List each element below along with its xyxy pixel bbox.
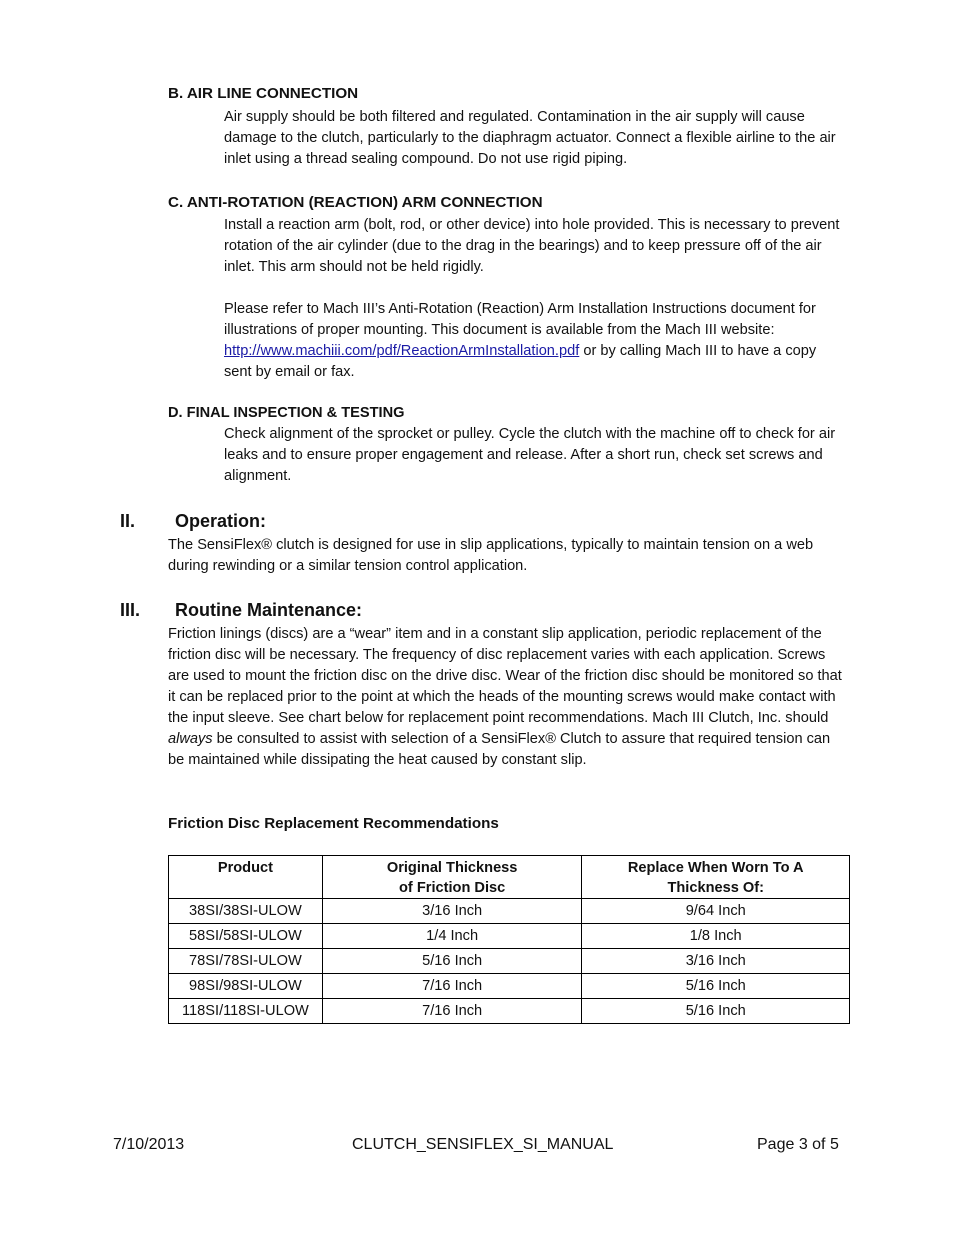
section-c-body-2-after: or by calling Mach III to have a copy sent by email or fax. xyxy=(224,343,817,380)
footer-document-id: CLUTCH_SENSIFLEX_SI_MANUAL xyxy=(352,1136,614,1153)
maintenance-section-title: Routine Maintenance: xyxy=(175,600,363,620)
section-d-heading: D. FINAL INSPECTION & TESTING xyxy=(168,405,405,421)
cell-product: 98SI/98SI-ULOW xyxy=(169,974,323,999)
maintenance-body-emphasis: always xyxy=(168,731,213,747)
footer-page-number: Page 3 of 5 xyxy=(757,1136,839,1153)
header-replace-line-2: Thickness Of: xyxy=(667,880,764,896)
cell-product: 38SI/38SI-ULOW xyxy=(169,899,323,924)
cell-replace-thickness: 5/16 Inch xyxy=(582,974,850,999)
cell-original-thickness: 5/16 Inch xyxy=(322,949,582,974)
table-row xyxy=(169,899,850,924)
table-row xyxy=(169,999,850,1024)
header-product-label: Product xyxy=(217,860,273,876)
operation-body: The SensiFlex® clutch is designed for use in slip applications, typically to maintain tension on a web during rewinding or a similar tension control application. xyxy=(168,537,814,574)
maintenance-body-after: be consulted to assist with selection of a SensiFlex® Clutch to assure that required tension can be maintained while dissipating the heat caused by constant slip. xyxy=(168,731,831,768)
table-row xyxy=(169,924,850,949)
cell-product: 58SI/58SI-ULOW xyxy=(169,924,323,949)
header-product xyxy=(169,856,323,899)
cell-replace-thickness: 1/8 Inch xyxy=(582,924,850,949)
cell-original-thickness: 7/16 Inch xyxy=(322,999,582,1024)
footer-date: 7/10/2013 xyxy=(113,1136,185,1153)
operation-section-number: II. xyxy=(120,511,136,531)
header-replace-thickness xyxy=(582,856,850,899)
section-c-body-1: Install a reaction arm (bolt, rod, or other device) into hole provided. This is necessary to prevent rotation of the air cylinder (due to the drag in the bearings) and to keep pressure off of the air inlet. This arm should not be held rigidly. xyxy=(224,217,840,275)
header-replace-line-1: Replace When Worn To A xyxy=(627,860,804,876)
section-b-heading: B. AIR LINE CONNECTION xyxy=(168,85,359,102)
cell-replace-thickness: 5/16 Inch xyxy=(582,999,850,1024)
operation-section-title: Operation: xyxy=(175,511,267,531)
cell-replace-thickness: 3/16 Inch xyxy=(582,949,850,974)
reaction-arm-pdf-link[interactable]: http://www.machiii.com/pdf/ReactionArmInstallation.pdf xyxy=(224,343,580,359)
table-row xyxy=(169,974,850,999)
friction-disc-table xyxy=(168,855,850,1024)
maintenance-body-before: Friction linings (discs) are a “wear” item and in a constant slip application, periodic replacement of the friction disc will be necessary. The frequency of disc replacement varies with each application. Screws are used to mount the friction disc on the drive disc. Wear of the friction disc should be monitored so that it can be replaced prior to the point at which the heads of the mounting screws would make contact with the input sleeve. See chart below for replacement point recommendations. Mach III Clutch, Inc. should xyxy=(168,626,842,726)
cell-product: 78SI/78SI-ULOW xyxy=(169,949,323,974)
header-original-thickness xyxy=(322,856,582,899)
section-b-body: Air supply should be both filtered and regulated. Contamination in the air supply will cause damage to the clutch, particularly to the diaphragm actuator. Connect a flexible airline to the air inlet using a thread sealing compound. Do not use rigid piping. xyxy=(224,109,836,167)
cell-original-thickness: 3/16 Inch xyxy=(322,899,582,924)
table-caption: Friction Disc Replacement Recommendations xyxy=(168,815,499,832)
maintenance-section-number: III. xyxy=(120,600,141,620)
maintenance-body xyxy=(168,624,844,771)
cell-original-thickness: 7/16 Inch xyxy=(322,974,582,999)
table-header-row xyxy=(169,856,850,899)
table-row xyxy=(169,949,850,974)
cell-product: 118SI/118SI-ULOW xyxy=(169,999,323,1024)
header-original-line-1: Original Thickness xyxy=(386,860,518,876)
section-c-body-2 xyxy=(224,299,844,383)
header-original-line-2: of Friction Disc xyxy=(399,880,506,896)
cell-original-thickness: 1/4 Inch xyxy=(322,924,582,949)
section-c-body-2-before: Please refer to Mach III’s Anti-Rotation (Reaction) Arm Installation Instructions document for illustrations of proper mounting. This document is available from the Mach III website: xyxy=(224,301,816,338)
cell-replace-thickness: 9/64 Inch xyxy=(582,899,850,924)
section-d-body: Check alignment of the sprocket or pulley. Cycle the clutch with the machine off to check for air leaks and to ensure proper engagement and release. After a short run, check set screws and alignment. xyxy=(224,426,836,484)
section-c-heading: C. ANTI-ROTATION (REACTION) ARM CONNECTION xyxy=(168,194,543,211)
